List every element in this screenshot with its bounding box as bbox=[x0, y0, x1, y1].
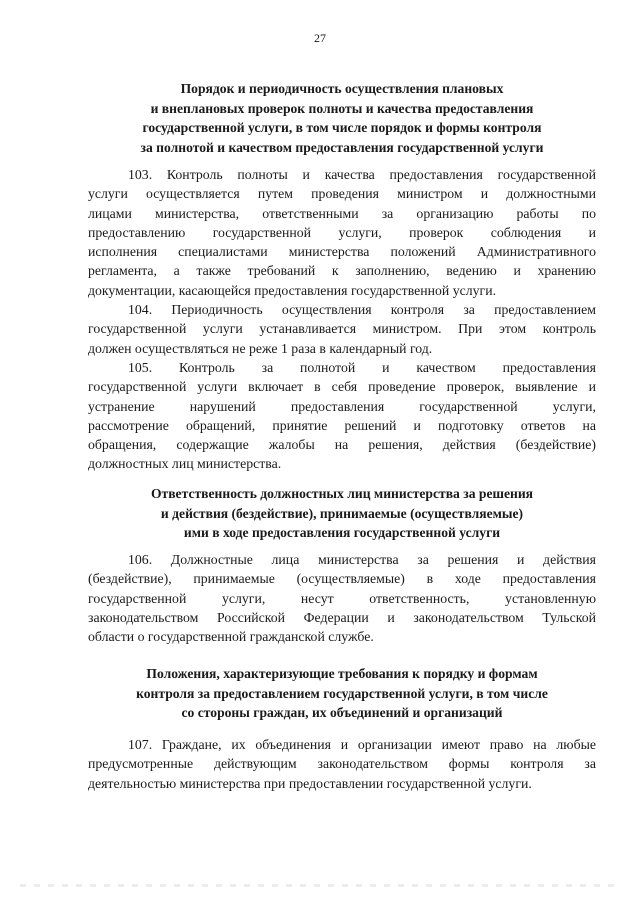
heading-line: контроля за предоставлением государственной услуги, в том числе bbox=[136, 685, 548, 701]
heading-line: Положения, характеризующие требования к порядку и формам bbox=[146, 666, 538, 681]
heading-line: Порядок и периодичность осуществления плановых bbox=[180, 81, 504, 96]
scan-footer-artifact bbox=[20, 884, 620, 887]
paragraph-line: документации, касающейся предоставления государственной услуги. bbox=[88, 282, 497, 298]
paragraph-line: 104. Периодичность осуществления контроля за предоставлением bbox=[128, 302, 596, 317]
paragraph-line: рассмотрение обращений, принятие решений и подготовку ответов на bbox=[88, 417, 596, 433]
paragraph-line: обращения, содержащие жалобы на решения, действия (бездействие) bbox=[88, 437, 596, 453]
paragraph-104 bbox=[88, 300, 596, 358]
section-heading-inspections bbox=[88, 79, 596, 157]
paragraph-line: должен осуществляться не реже 1 раза в календарный год. bbox=[88, 340, 433, 356]
heading-line: и внеплановых проверок полноты и качества предоставления bbox=[150, 100, 534, 116]
paragraph-line: государственной услуги включает в себя проведение проверок, выявление и bbox=[88, 379, 596, 395]
paragraph-103 bbox=[88, 165, 596, 300]
paragraph-line: государственной услуги устанавливается министром. При этом контроль bbox=[88, 321, 596, 337]
paragraph-line: области о государственной гражданской службе. bbox=[88, 629, 374, 645]
heading-line: ими в ходе предоставления государственной услуги bbox=[183, 525, 501, 540]
page-number: 27 bbox=[314, 31, 326, 45]
paragraph-105 bbox=[88, 358, 596, 474]
paragraph-line: должностных лиц министерства. bbox=[88, 456, 282, 472]
paragraph-line: 106. Должностные лица министерства за решения и действия bbox=[128, 552, 596, 567]
section-heading-control-requirements bbox=[88, 664, 596, 723]
paragraph-line: (бездействие), принимаемые (осуществляемые) в ходе предоставления bbox=[88, 571, 596, 587]
paragraph-line: исполнения специалистами министерства положений Административного bbox=[88, 244, 596, 260]
paragraph-line: лицами министерства, ответственными за организацию работы по bbox=[88, 205, 596, 221]
heading-line: за полнотой и качеством предоставления государственной услуги bbox=[140, 139, 544, 155]
paragraph-line: законодательством Российской Федерации и законодательством Тульской bbox=[88, 609, 596, 625]
paragraph-line: предоставлению государственной услуги, проверок соблюдения и bbox=[88, 224, 596, 240]
paragraph-line: услуги осуществляется путем проведения министром и должностными bbox=[88, 186, 596, 202]
paragraph-106 bbox=[88, 550, 596, 646]
paragraph-line: предусмотренные действующим законодательством формы контроля за bbox=[88, 756, 596, 772]
paragraph-107 bbox=[88, 735, 596, 793]
section-heading-responsibility bbox=[88, 484, 596, 543]
heading-line: государственной услуги, в том числе порядок и формы контроля bbox=[142, 120, 542, 135]
paragraph-line: государственной услуги, несут ответственность, установленную bbox=[88, 590, 596, 606]
paragraph-line: 107. Граждане, их объединения и организации имеют право на любые bbox=[128, 737, 596, 752]
heading-line: Ответственность должностных лиц министерства за решения bbox=[150, 486, 534, 501]
paragraph-line: 103. Контроль полноты и качества предоставления государственной bbox=[128, 167, 596, 182]
heading-line: и действия (бездействие), принимаемые (осуществляемые) bbox=[160, 505, 524, 521]
paragraph-line: устранение нарушений предоставления государственной услуги, bbox=[88, 398, 596, 414]
paragraph-line: деятельностью министерства при предоставлении государственной услуги. bbox=[88, 775, 532, 791]
paragraph-line: 105. Контроль за полнотой и качеством предоставления bbox=[128, 360, 596, 375]
heading-line: со стороны граждан, их объединений и организаций bbox=[181, 705, 503, 720]
paragraph-line: регламента, а также требований к заполнению, ведению и хранению bbox=[88, 263, 596, 279]
